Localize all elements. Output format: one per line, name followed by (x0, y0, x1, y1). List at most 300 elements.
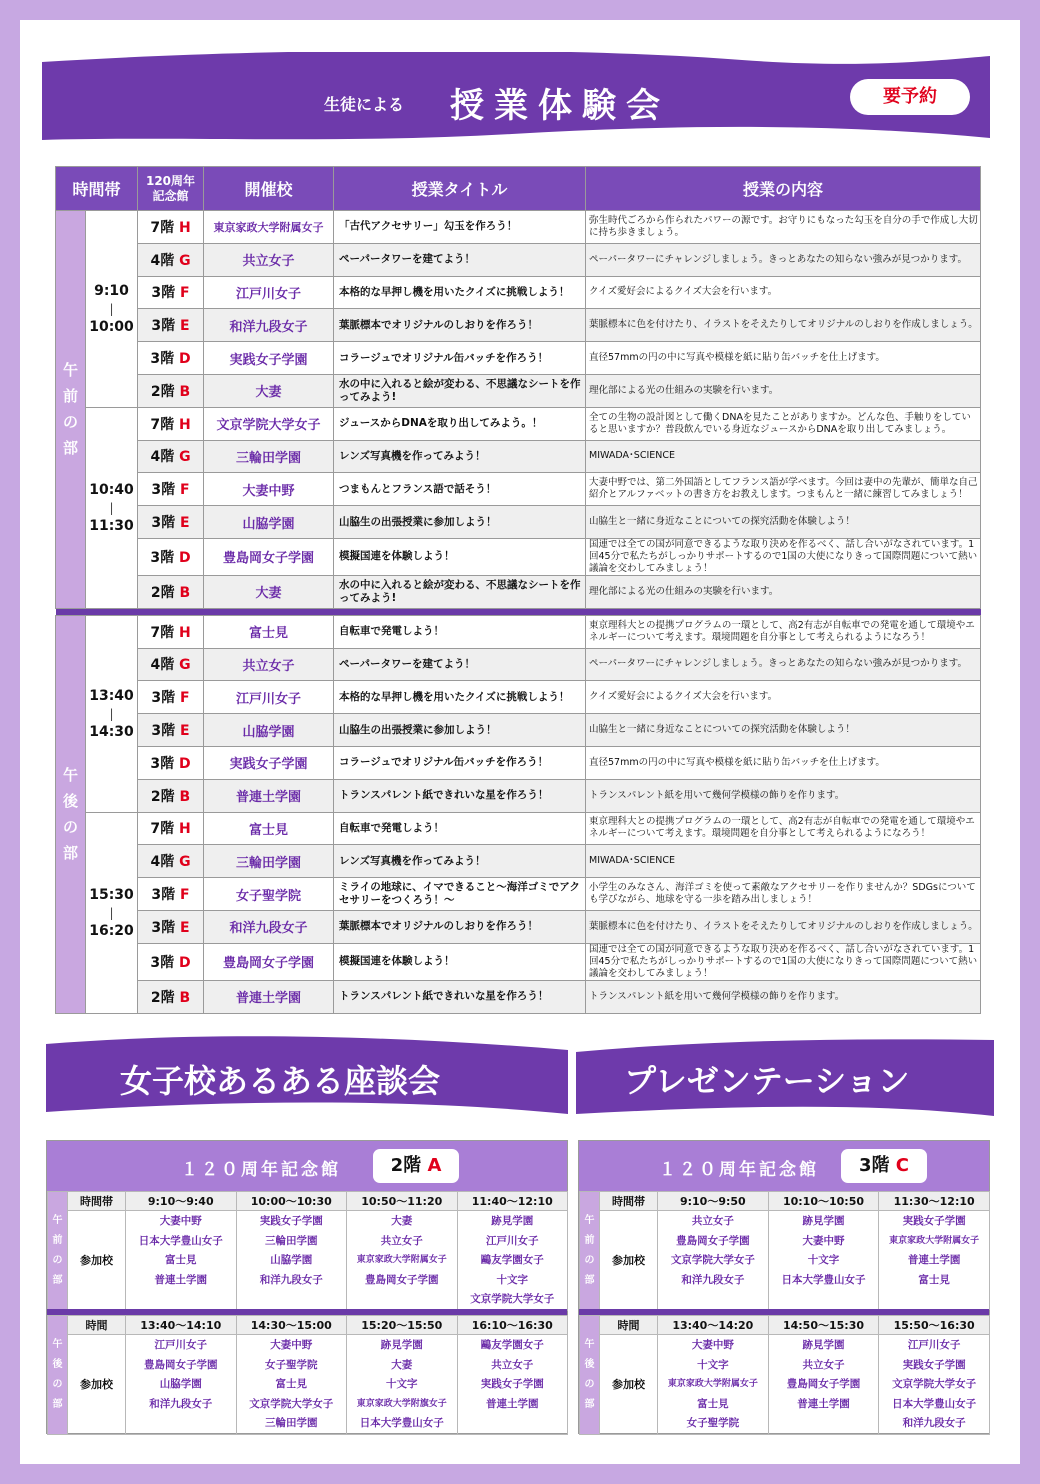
lesson-schedule-table (55, 166, 981, 1014)
panel-time-header: 時間 (600, 1316, 658, 1335)
lesson-description: 小学生のみなさん、海洋ゴミを使って素敵なアクセサリーを作りませんか？SDGsについても学びながら、地球を守る一歩を踏み出しましょう！ (586, 878, 981, 911)
lesson-title: トランスパレント紙できれいな星を作ろう！ (334, 980, 586, 1013)
room-letter: B (179, 383, 191, 400)
floor-cell (138, 910, 204, 943)
host-school: 山脇学園 (204, 506, 334, 539)
participating-school: 富士見 (697, 1397, 729, 1410)
period-label-char: の (62, 413, 78, 432)
floor-number: 7階 (150, 416, 175, 433)
participating-school: 十文字 (697, 1358, 729, 1371)
floor-number: 3階 (150, 549, 175, 566)
panel-slot-time: 9:10～9:50 (658, 1192, 769, 1211)
participating-school: 跡見学園 (802, 1339, 845, 1351)
floor-number: 2階 (150, 989, 175, 1006)
header-title: 授業タイトル (334, 167, 586, 211)
lesson-description: 葉脈標本に色を付けたり、イラストをそえたりしてオリジナルのしおりを作成しましょう。 (586, 910, 981, 943)
schedule-row (56, 980, 981, 1013)
panel-slot-schools (457, 1211, 568, 1311)
host-school: 三輪田学園 (204, 440, 334, 473)
floor-number: 4階 (150, 854, 175, 871)
panel-slot-time: 15:50～16:30 (879, 1316, 990, 1335)
panel-period-char: 後 (52, 1358, 63, 1370)
schedule-row (56, 243, 981, 276)
panel-slot-schools (126, 1335, 237, 1435)
room-letter: E (180, 723, 190, 740)
time-separator: | (109, 905, 114, 920)
participating-school: 日本大学豊山女子 (892, 1397, 977, 1410)
host-school: 共立女子 (204, 243, 334, 276)
floor-number: 4階 (150, 657, 175, 674)
room-letter: B (179, 989, 191, 1006)
room-letter: B (179, 584, 191, 601)
panel-period-char: 部 (584, 1398, 595, 1410)
time-start: 10:40 (89, 481, 134, 498)
period-label-char: の (62, 818, 78, 837)
floor-number: 7階 (150, 624, 175, 641)
panel-slot-time: 11:30～12:10 (879, 1192, 990, 1211)
time-start: 15:30 (89, 886, 134, 903)
header-timeslot: 時間帯 (56, 167, 138, 211)
presentation-venue: １２０周年記念館 (659, 1160, 819, 1180)
time-start: 13:40 (89, 687, 134, 704)
panel-slot-schools (347, 1335, 458, 1435)
period-label-char: 後 (62, 792, 78, 811)
period-divider-cell (56, 608, 981, 615)
time-slot (86, 211, 138, 408)
panel-slot-schools (768, 1335, 879, 1435)
schedule-row (56, 473, 981, 506)
talk-pm-table (47, 1315, 568, 1435)
room-letter: F (180, 482, 190, 499)
floor-cell (138, 374, 204, 407)
panel-schools-row (580, 1335, 990, 1435)
reservation-required-badge: 要予約 (850, 79, 970, 115)
schedule-row (56, 440, 981, 473)
floor-cell (138, 845, 204, 878)
schedule-row (56, 878, 981, 911)
room-letter: F (180, 887, 190, 904)
host-school: 女子聖学院 (204, 878, 334, 911)
presentation-floor-letter: C (895, 1155, 910, 1176)
header-school: 開催校 (204, 167, 334, 211)
floor-cell (138, 943, 204, 980)
lesson-title: レンズ写真機を作ってみよう！ (334, 845, 586, 878)
participating-school: 女子聖学院 (686, 1417, 740, 1430)
floor-cell (138, 812, 204, 845)
panel-period-char: 部 (52, 1274, 63, 1286)
lesson-banner-title: 授業体験会 (450, 86, 670, 126)
lesson-title: 模擬国連を体験しよう！ (334, 538, 586, 575)
lesson-banner (42, 52, 990, 142)
panel-period-char: 午 (584, 1338, 595, 1350)
participating-school: 山脇学園 (159, 1378, 202, 1391)
participating-school: 十文字 (807, 1254, 840, 1267)
lesson-title: 模擬国連を体験しよう！ (334, 943, 586, 980)
host-school: 和洋九段女子 (204, 309, 334, 342)
participating-school: 普連土学園 (907, 1254, 961, 1267)
floor-cell (138, 746, 204, 779)
panel-row-label: 参加校 (600, 1335, 658, 1435)
room-letter: D (179, 351, 191, 368)
lesson-description: 弥生時代ごろから作られたパワーの源です。お守りにもなった勾玉を自分の手で作成し大切に持ち歩きましょう。 (586, 211, 981, 244)
host-school: 江戸川女子 (204, 276, 334, 309)
panel-period-label (48, 1316, 68, 1435)
lesson-title: 本格的な早押し機を用いたクイズに挑戦しよう！ (334, 276, 586, 309)
participating-school: 三輪田学園 (265, 1417, 318, 1430)
panel-time-row (580, 1316, 990, 1335)
panel-slot-time: 10:00～10:30 (236, 1192, 347, 1211)
participating-school: 普連土学園 (486, 1397, 539, 1410)
host-school: 三輪田学園 (204, 845, 334, 878)
participating-school: 実践女子学園 (902, 1215, 966, 1227)
lesson-title: つまもんとフランス語で話そう！ (334, 473, 586, 506)
lesson-title: 本格的な早押し機を用いたクイズに挑戦しよう！ (334, 681, 586, 714)
lesson-description: 直径57mmの円の中に写真や模様を紙に貼り缶バッチを仕上げます。 (586, 746, 981, 779)
lesson-description: MIWADA･SCIENCE (586, 845, 981, 878)
panel-slot-schools (126, 1211, 237, 1311)
lesson-description: 全ての生物の設計図として働くDNAを見たことがありますか。どんな色、手触りをしていると思いますか？普段飲んでいる身近なジュースからDNAを取り出してみましょう。 (586, 407, 981, 440)
floor-cell (138, 714, 204, 747)
participating-school: 豊島岡女子学園 (786, 1378, 861, 1391)
panel-slot-schools (879, 1335, 990, 1435)
schedule-row (56, 276, 981, 309)
panel-slot-schools (768, 1211, 879, 1310)
schedule-row (56, 910, 981, 943)
panel-schools-row (580, 1211, 990, 1310)
room-letter: F (180, 285, 190, 302)
panel-row-label: 参加校 (600, 1211, 658, 1310)
time-end: 16:20 (89, 922, 134, 939)
participating-school: 跡見学園 (491, 1215, 534, 1227)
time-slot (86, 615, 138, 812)
floor-number: 3階 (151, 723, 176, 740)
floor-cell (138, 538, 204, 575)
room-letter: E (180, 515, 190, 532)
participating-school: 十文字 (496, 1273, 528, 1286)
period-label-char: 部 (62, 844, 78, 863)
participating-school: 普連土学園 (797, 1397, 850, 1410)
room-letter: H (178, 416, 191, 433)
room-letter: H (178, 624, 191, 641)
lesson-description: 理化部による光の仕組みの実験を行います。 (586, 374, 981, 407)
participating-school: 鷗友学園女子 (480, 1254, 544, 1267)
floor-cell (138, 440, 204, 473)
room-letter: H (178, 219, 191, 236)
participating-school: 十文字 (386, 1378, 418, 1391)
panel-period-char: 前 (52, 1234, 63, 1246)
presentation-pm-table (579, 1315, 990, 1435)
panel-time-header: 時間帯 (600, 1192, 658, 1211)
period-label-char: 午 (62, 361, 78, 380)
floor-cell (138, 407, 204, 440)
room-letter: D (179, 954, 191, 971)
participating-school: 鷗友学園女子 (480, 1339, 544, 1351)
time-end: 10:00 (89, 318, 134, 335)
header-building (138, 167, 204, 211)
lesson-description: 東京理科大との提携プログラムの一環として、高2有志が自転車での発電を通して環境やエネルギーについて考えます。環境問題を自分事として考えられるようになろう！ (586, 615, 981, 648)
room-letter: D (179, 549, 191, 566)
schedule-row (56, 407, 981, 440)
schedule-row (56, 746, 981, 779)
host-school: 東京家政大学附属女子 (204, 211, 334, 244)
floor-number: 3階 (151, 887, 176, 904)
participating-school: 共立女子 (491, 1358, 534, 1371)
host-school: 和洋九段女子 (204, 910, 334, 943)
room-letter: F (180, 690, 190, 707)
room-letter: D (179, 755, 191, 772)
participating-school: 豊島岡女子学園 (676, 1234, 750, 1247)
floor-number: 3階 (151, 318, 176, 335)
host-school: 大妻中野 (204, 473, 334, 506)
host-school: 豊島岡女子学園 (204, 943, 334, 980)
talk-floor: 2階 (390, 1155, 422, 1176)
time-slot (86, 812, 138, 1013)
panel-slot-schools (457, 1335, 568, 1435)
lesson-description: 葉脈標本に色を付けたり、イラストをそえたりしてオリジナルのしおりを作成しましょう。 (586, 309, 981, 342)
participating-school: 三輪田学園 (265, 1234, 318, 1247)
room-letter: E (180, 318, 190, 335)
floor-cell (138, 506, 204, 539)
time-separator: | (109, 301, 114, 316)
talk-am-table (47, 1191, 568, 1311)
lesson-title: 葉脈標本でオリジナルのしおりを作ろう！ (334, 910, 586, 943)
lesson-description: MIWADA･SCIENCE (586, 440, 981, 473)
header-building-line1: 120周年 (145, 173, 196, 188)
presentation-banner-title: プレゼンテーション (624, 1062, 910, 1100)
host-school: 大妻 (204, 575, 334, 608)
schedule-row (56, 342, 981, 375)
schedule-row (56, 779, 981, 812)
period-divider (56, 608, 981, 615)
participating-school: 富士見 (275, 1378, 307, 1391)
panel-row-label: 参加校 (68, 1335, 126, 1435)
panel-time-row (48, 1316, 568, 1335)
panel-period-char: 午 (52, 1214, 63, 1226)
lesson-banner-prefix: 生徒による (324, 95, 405, 114)
talk-banner-title: 女子校あるある座談会 (120, 1062, 441, 1100)
floor-cell (138, 276, 204, 309)
lesson-description: トランスパレント紙を用いて幾何学模様の飾りを作ります。 (586, 980, 981, 1013)
period-label-char: 前 (62, 387, 78, 406)
participating-school: 江戸川女子 (154, 1339, 207, 1351)
lesson-title: 自転車で発電しよう！ (334, 812, 586, 845)
panel-period-char: の (52, 1378, 63, 1390)
lesson-title: ペーパータワーを建てよう！ (334, 243, 586, 276)
floor-number: 4階 (150, 449, 175, 466)
participating-school: 山脇学園 (270, 1254, 313, 1267)
panel-time-row (580, 1192, 990, 1211)
panel-slot-schools (236, 1335, 347, 1435)
panel-slot-time: 14:50～15:30 (768, 1316, 879, 1335)
panel-slot-time: 13:40～14:10 (126, 1316, 237, 1335)
room-letter: G (179, 854, 191, 871)
panel-time-header: 時間 (68, 1316, 126, 1335)
floor-number: 4階 (150, 252, 175, 269)
panel-slot-schools (347, 1211, 458, 1311)
participating-school: 実践女子学園 (480, 1378, 544, 1391)
panel-slot-time: 10:10～10:50 (768, 1192, 879, 1211)
lesson-title: コラージュでオリジナル缶バッチを作ろう！ (334, 342, 586, 375)
host-school: 山脇学園 (204, 714, 334, 747)
lesson-title: コラージュでオリジナル缶バッチを作ろう！ (334, 746, 586, 779)
floor-number: 3階 (151, 919, 176, 936)
schedule-row (56, 681, 981, 714)
panel-period-char: 午 (52, 1338, 63, 1350)
lesson-description: トランスパレント紙を用いて幾何学模様の飾りを作ります。 (586, 779, 981, 812)
participating-school: 富士見 (918, 1273, 950, 1286)
participating-school: 実践女子学園 (259, 1215, 323, 1227)
panel-slot-schools (658, 1335, 769, 1435)
host-school: 富士見 (204, 615, 334, 648)
floor-number: 3階 (150, 351, 175, 368)
lesson-title: ジュースからDNAを取り出してみよう。！ (334, 407, 586, 440)
participating-school: 文京学院大学女子 (670, 1254, 755, 1267)
lesson-description: クイズ愛好会によるクイズ大会を行います。 (586, 276, 981, 309)
panel-slot-time: 10:50～11:20 (347, 1192, 458, 1211)
floor-number: 3階 (150, 954, 175, 971)
participating-school: 共立女子 (380, 1234, 423, 1247)
floor-number: 3階 (151, 482, 176, 499)
floor-cell (138, 243, 204, 276)
lesson-description: 山脇生と一緒に身近なことについての探究活動を体験しよう！ (586, 714, 981, 747)
presentation-schedule-panel (578, 1140, 990, 1434)
host-school: 大妻 (204, 374, 334, 407)
host-school: 江戸川女子 (204, 681, 334, 714)
panel-period-char: 午 (584, 1214, 595, 1226)
panel-schools-row (48, 1211, 568, 1311)
lesson-title: レンズ写真機を作ってみよう！ (334, 440, 586, 473)
panel-time-header: 時間帯 (68, 1192, 126, 1211)
lesson-title: 山脇生の出張授業に参加しよう！ (334, 506, 586, 539)
floor-number: 3階 (150, 755, 175, 772)
panel-slot-schools (879, 1211, 990, 1310)
panel-period-char: 部 (52, 1398, 63, 1410)
lesson-title: 自転車で発電しよう！ (334, 615, 586, 648)
panel-period-char: の (52, 1254, 63, 1266)
lesson-description: 国連では全ての国が同意できるような取り決めを作るべく、話し合いがなされています。1回45分で私たちがしっかりサポートするので1国の大使になりきって国際問題について熱い議論を交わしてみましょう！ (586, 538, 981, 575)
participating-school: 東京家政大学附属女子 (667, 1379, 758, 1390)
panel-period-label (48, 1192, 68, 1311)
panel-slot-time: 16:10～16:30 (457, 1316, 568, 1335)
lesson-title: 水の中に入れると絵が変わる、不思議なシートを作ってみよう! (334, 374, 586, 407)
floor-cell (138, 342, 204, 375)
panel-period-char: 部 (584, 1274, 595, 1286)
period-label-char: 午 (62, 766, 78, 785)
room-letter: B (179, 788, 191, 805)
participating-school: 文京学院大学女子 (470, 1293, 555, 1306)
room-letter: H (178, 821, 191, 838)
participating-school: 文京学院大学女子 (892, 1378, 977, 1391)
schedule-row (56, 538, 981, 575)
panel-row-label: 参加校 (68, 1211, 126, 1311)
participating-school: 江戸川女子 (486, 1234, 539, 1247)
floor-number: 3階 (151, 285, 176, 302)
talk-venue: １２０周年記念館 (181, 1160, 341, 1180)
schedule-row (56, 812, 981, 845)
floor-cell (138, 473, 204, 506)
period-label-char: 部 (62, 439, 78, 458)
lesson-description: 国連では全ての国が同意できるような取り決めを作るべく、話し合いがなされています。1回45分で私たちがしっかりサポートするので1国の大使になりきって国際問題について熱い議論を交わしてみましょう！ (586, 943, 981, 980)
floor-number: 2階 (150, 788, 175, 805)
participating-school: 和洋九段女子 (259, 1273, 323, 1286)
lesson-title: トランスパレント紙できれいな星を作ろう！ (334, 779, 586, 812)
panel-period-label (580, 1192, 600, 1310)
floor-number: 2階 (150, 584, 175, 601)
panel-slot-time: 13:40～14:20 (658, 1316, 769, 1335)
presentation-banner (576, 1036, 994, 1118)
lesson-description: ペーパータワーにチャレンジしましょう。きっとあなたの知らない強みが見つかります。 (586, 648, 981, 681)
participating-school: 大妻中野 (270, 1339, 313, 1351)
host-school: 富士見 (204, 812, 334, 845)
participating-school: 日本大学豊山女子 (138, 1234, 223, 1247)
schedule-row (56, 506, 981, 539)
time-separator: | (109, 706, 114, 721)
host-school: 実践女子学園 (204, 746, 334, 779)
schedule-row (56, 943, 981, 980)
host-school: 共立女子 (204, 648, 334, 681)
panel-period-char: の (584, 1254, 595, 1266)
lesson-title: ペーパータワーを建てよう！ (334, 648, 586, 681)
panel-period-char: の (584, 1378, 595, 1390)
room-letter: G (179, 252, 191, 269)
panel-schools-row (48, 1335, 568, 1435)
floor-cell (138, 779, 204, 812)
participating-school: 豊島岡女子学園 (144, 1358, 218, 1371)
participating-school: 大妻 (391, 1215, 413, 1227)
lesson-title: 「古代アクセサリー」勾玉を作ろう！ (334, 211, 586, 244)
lesson-title: 葉脈標本でオリジナルのしおりを作ろう！ (334, 309, 586, 342)
talk-session-banner (46, 1036, 568, 1118)
participating-school: 東京家政大学附旗女子 (356, 1398, 447, 1409)
panel-period-label (580, 1316, 600, 1435)
panel-slot-time: 14:30～15:00 (236, 1316, 347, 1335)
lesson-title: 水の中に入れると絵が変わる、不思議なシートを作ってみよう! (334, 575, 586, 608)
presentation-am-table (579, 1191, 990, 1310)
participating-school: 大妻中野 (802, 1234, 845, 1247)
schedule-row (56, 309, 981, 342)
floor-number: 3階 (151, 690, 176, 707)
talk-floor-badge (373, 1149, 459, 1183)
participating-school: 実践女子学園 (902, 1358, 966, 1371)
participating-school: 東京家政大学附属女子 (889, 1235, 980, 1246)
period-label (56, 615, 86, 1013)
room-letter: G (179, 657, 191, 674)
participating-school: 和洋九段女子 (149, 1397, 213, 1410)
participating-school: 大妻 (391, 1358, 413, 1371)
period-label (56, 211, 86, 609)
floor-cell (138, 615, 204, 648)
schedule-row (56, 374, 981, 407)
header-content: 授業の内容 (586, 167, 981, 211)
talk-panel-header (47, 1141, 567, 1191)
floor-cell (138, 648, 204, 681)
schedule-row (56, 714, 981, 747)
talk-floor-letter: A (427, 1155, 442, 1176)
presentation-floor: 3階 (858, 1155, 890, 1176)
host-school: 実践女子学園 (204, 342, 334, 375)
lesson-description: ペーパータワーにチャレンジしましょう。きっとあなたの知らない強みが見つかります。 (586, 243, 981, 276)
time-end: 14:30 (89, 723, 134, 740)
participating-school: 豊島岡女子学園 (365, 1273, 439, 1286)
participating-school: 普連土学園 (154, 1273, 207, 1286)
lesson-description: 直径57mmの円の中に写真や模様を紙に貼り缶バッチを仕上げます。 (586, 342, 981, 375)
time-end: 11:30 (89, 517, 134, 534)
time-slot (86, 407, 138, 608)
participating-school: 共立女子 (802, 1358, 845, 1371)
panel-slot-time: 15:20～15:50 (347, 1316, 458, 1335)
participating-school: 跡見学園 (380, 1339, 423, 1351)
floor-cell (138, 980, 204, 1013)
